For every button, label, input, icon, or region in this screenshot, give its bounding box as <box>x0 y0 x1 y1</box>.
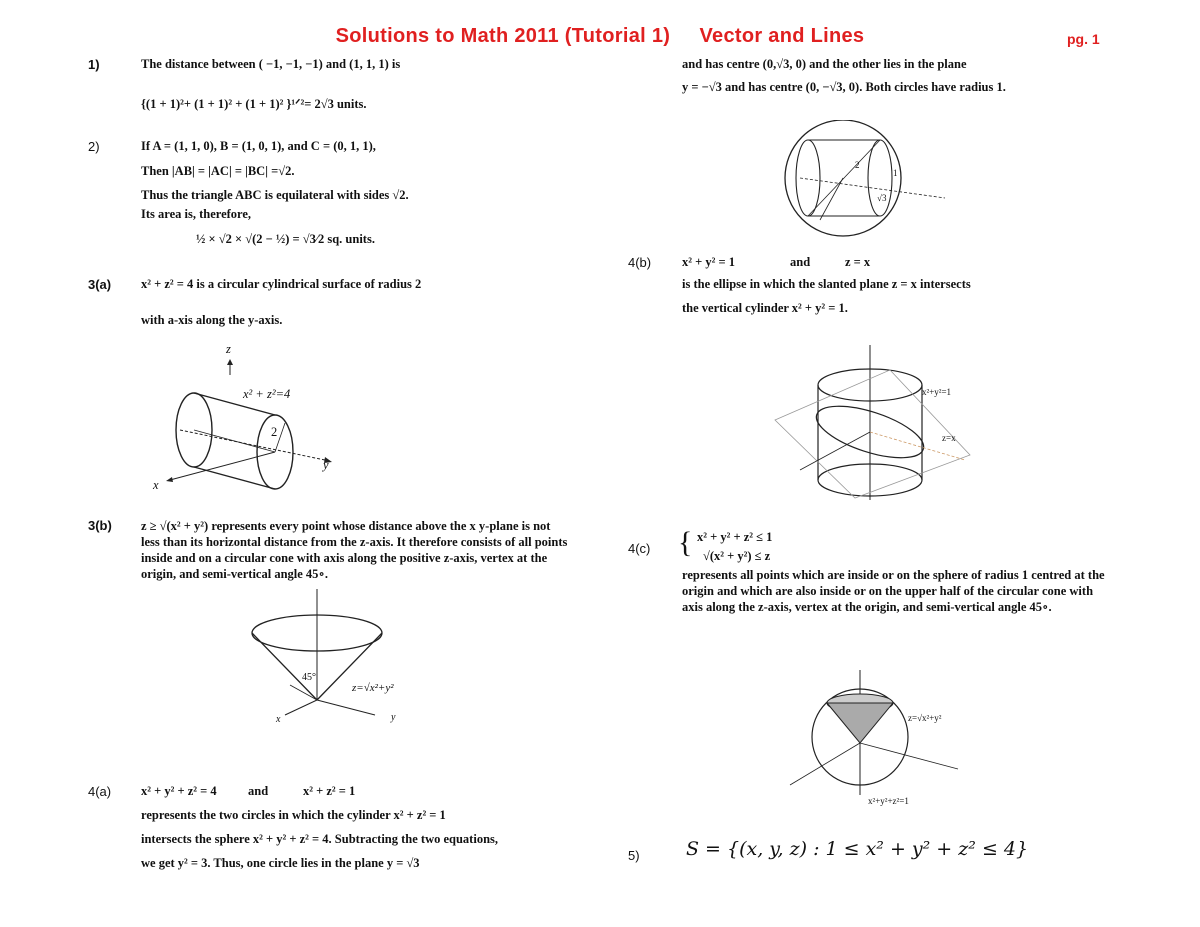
q2-line5: ½ × √2 × √(2 − ½) = √3⁄2 sq. units. <box>196 232 375 246</box>
cylinder-radius: 2 <box>271 425 278 439</box>
q3a-line2: with a-xis along the y-axis. <box>141 313 283 327</box>
cone-figure <box>245 585 435 735</box>
sphere-cone-cone-label: z=√x²+y² <box>908 713 942 723</box>
q3a-line1: x² + z² = 4 is a circular cylindrical surface of radius 2 <box>141 277 422 291</box>
q4b-eq2: z = x <box>845 255 871 269</box>
sphere-cone-figure <box>780 665 970 805</box>
q1-line2: {(1 + 1)²+ (1 + 1)² + (1 + 1)² }¹ᐟ²= 2√3 units. <box>141 97 367 111</box>
q4b-line2: is the ellipse in which the slanted plane z = x intersects <box>682 277 971 291</box>
ellipse-cyl-label: x²+y²=1 <box>922 387 952 397</box>
q3b-text: z ≥ √(x² + y²) represents every point whose distance above the x y-plane is not less than its horizontal distance from the z-axis. It therefore consists of all points inside and on a circular cone with axis along the positive z-axis, vertex at the origin, and semi-vertical angle 45∘. <box>141 519 568 581</box>
cylinder-figure <box>140 335 350 495</box>
cone-y-label: y <box>391 712 396 723</box>
q5-set-equation: S = {(x, y, z) : 1 ≤ x² + y² + z² ≤ 4} <box>686 838 1029 860</box>
q4b-line3: the vertical cylinder x² + y² = 1. <box>682 301 848 315</box>
q2-line2: Then |AB| = |AC| = |BC| =√2. <box>141 164 295 178</box>
page-number: pg. 1 <box>1067 31 1100 47</box>
sphere-cyl-label-r1: 1 <box>893 168 898 178</box>
cylinder-z-label: z <box>226 342 231 356</box>
sphere-cyl-label-s3: √3 <box>877 193 887 203</box>
q4c-text: represents all points which are inside or on the sphere of radius 1 centred at the origin and which are also inside or on the upper half of the circular cone with axis along the z-axis, vertex at the origin, and semi-vertical angle 45∘. <box>682 568 1105 614</box>
q4c-brace: { <box>678 526 693 559</box>
sphere-cone-sphere-label: x²+y²+z²=1 <box>868 796 909 806</box>
cylinder-x-label: x <box>153 478 159 492</box>
q4a-eq1: x² + y² + z² = 4 <box>141 784 217 798</box>
cylinder-equation: x² + z²=4 <box>243 387 291 401</box>
page-title: Solutions to Math 2011 (Tutorial 1) Vector and Lines <box>335 25 865 47</box>
q4b-eq1: x² + y² = 1 <box>682 255 735 269</box>
q5-number: 5) <box>628 848 640 863</box>
q4a-eq2: x² + z² = 1 <box>303 784 356 798</box>
q4a-line4: we get y² = 3. Thus, one circle lies in the plane y = √3 <box>141 856 420 870</box>
q3a-number: 3(a) <box>88 277 112 292</box>
q4a-line2: represents the two circles in which the cylinder x² + z² = 1 <box>141 808 446 822</box>
cone-angle: 45° <box>302 672 316 683</box>
q4c-system-line1: x² + y² + z² ≤ 1 <box>697 530 773 544</box>
q2-line4: Its area is, therefore, <box>141 207 252 221</box>
ellipse-plane-label: z=x <box>942 433 956 443</box>
cone-x-label: x <box>276 714 281 725</box>
q1-line1: The distance between ( −1, −1, −1) and (1, 1, 1) is <box>141 57 401 71</box>
q4a-and: and <box>248 784 269 798</box>
q4a-number: 4(a) <box>88 784 112 799</box>
q2-line3: Thus the triangle ABC is equilateral with sides √2. <box>141 188 409 202</box>
q4a-cont-line1: and has centre (0,√3, 0) and the other lies in the plane <box>682 57 967 71</box>
ellipse-figure <box>770 340 980 505</box>
sphere-cylinder-figure <box>780 120 960 240</box>
q4a-line3: intersects the sphere x² + y² + z² = 4. Subtracting the two equations, <box>141 832 499 846</box>
q4a-cont-line2: y = −√3 and has centre (0, −√3, 0). Both circles have radius 1. <box>682 80 1006 94</box>
cone-equation: z=√x²+y² <box>352 682 394 694</box>
q2-line1: If A = (1, 1, 0), B = (1, 0, 1), and C = (0, 1, 1), <box>141 139 376 153</box>
q1-number: 1) <box>88 57 100 72</box>
q4c-number: 4(c) <box>628 541 651 556</box>
q4b-and: and <box>790 255 811 269</box>
q2-number: 2) <box>88 139 100 154</box>
q3b-number: 3(b) <box>88 518 112 533</box>
cylinder-y-label: y <box>323 458 329 472</box>
sphere-cyl-label-r2: 2 <box>855 160 860 170</box>
q4c-system-line2: √(x² + y²) ≤ z <box>703 549 771 563</box>
q4b-number: 4(b) <box>628 255 652 270</box>
